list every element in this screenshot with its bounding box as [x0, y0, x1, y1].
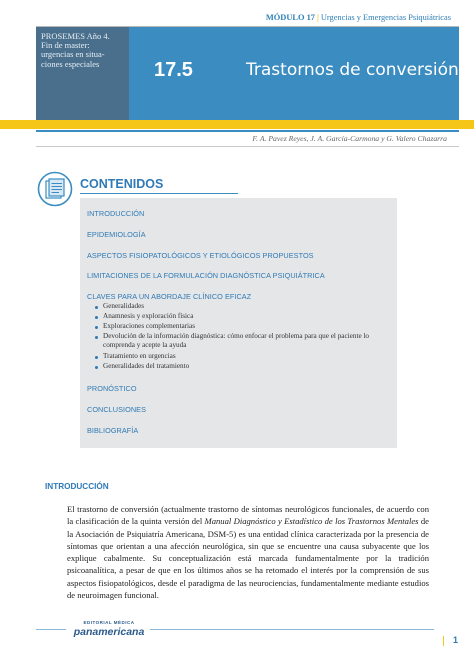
bullet-icon [95, 316, 98, 319]
toc-subitem[interactable]: Generalidades [103, 302, 145, 310]
manual-title: Manual Diagnóstico y Estadístico de los Trastornos Mentales [204, 516, 419, 527]
footer-divider [150, 629, 434, 630]
toc-subitem[interactable]: Generalidades del tratamiento [103, 362, 190, 370]
publisher-logo [64, 620, 154, 642]
page-separator [443, 636, 444, 646]
publisher-tagline: EDITORIAL MÉDICA [83, 620, 135, 625]
publisher-name: panamericana [73, 626, 145, 638]
chapter-number: 17.5 [154, 59, 193, 81]
toc-item-claves[interactable]: CLAVES PARA UN ABORDAJE CLÍNICO EFICAZ [87, 292, 252, 301]
chapter-title: Trastornos de conversión [246, 60, 459, 80]
course-line: Fin de master: [41, 40, 90, 51]
contents-underline [80, 193, 238, 194]
yellow-band [0, 120, 474, 129]
bullet-icon [95, 326, 98, 329]
authors: F. A. Pavez Reyes, J. A. García-Carmona y G. Valero Chazarra [252, 134, 447, 143]
paragraph-text: de la Asociación de Psiquiatría Americana, DSM-5) es una entidad clínica caracterizada por la presencia de síntomas que orientan a una afección neurológica, sin que se encuentre una causa subyacente que los explique cabalmente. Su conceptualización está marcada fundamentalmente por la tradición psicoanalítica, a pesar de que en los últimos años se ha retomado el interés por la comprensión de sus aspectos fisiopatológicos, desde el paradigma de las neurociencias, fundamentalmente mediante estudios de neuroimagen funcional. [67, 516, 429, 601]
module-separator: | [316, 13, 319, 22]
module-label: MÓDULO 17 [265, 13, 315, 22]
course-line: PROSEMES Año 4. [41, 31, 110, 41]
page-number: 1 [453, 635, 459, 645]
contents-title: CONTENIDOS [80, 177, 164, 191]
authors-divider [36, 146, 459, 147]
toc-item-pronostico[interactable]: PRONÓSTICO [87, 384, 137, 393]
toc-subitem[interactable]: Tratamiento en urgencias [103, 352, 176, 360]
module-header [0, 13, 451, 22]
module-subtitle: Urgencias y Emergencias Psiquiátricas [320, 13, 451, 22]
toc-item-epidemiologia[interactable]: EPIDEMIOLOGÍA [87, 230, 146, 239]
document-list-icon [37, 171, 73, 207]
toc-item-limitaciones[interactable]: LIMITACIONES DE LA FORMULACIÓN DIAGNÓSTICA PSIQUIÁTRICA [87, 271, 325, 280]
bullet-icon [95, 336, 98, 339]
toc-item-bibliografia[interactable]: BIBLIOGRAFÍA [87, 426, 139, 435]
toc-item-aspectos[interactable]: ASPECTOS FISIOPATOLÓGICOS Y ETIOLÓGICOS PROPUESTOS [87, 251, 314, 260]
paragraph-text: El trastorno de conversión (actualmente trastorno de síntomas neurológicos funcionales, de acuerdo con la clasificación de la quinta versión del [67, 504, 429, 527]
bullet-icon [95, 366, 98, 369]
toc-item-introduccion[interactable]: INTRODUCCIÓN [87, 209, 145, 218]
course-label [41, 32, 127, 69]
course-line: urgencias en situa- [41, 49, 105, 60]
bullet-icon [95, 306, 98, 309]
toc-item-conclusiones[interactable]: CONCLUSIONES [87, 405, 146, 414]
toc-subitem[interactable]: Devolución de la información diagnóstica: cómo enfocar el problema para que el paciente lo comprenda y acepte la ayuda [103, 332, 370, 349]
footer-divider [36, 629, 66, 630]
toc-subitem[interactable]: Exploraciones complementarias [103, 322, 196, 330]
bullet-icon [95, 356, 98, 359]
intro-paragraph [67, 503, 429, 601]
toc-subitem[interactable]: Anamnesis y exploración física [103, 312, 194, 320]
section-title: INTRODUCCIÓN [45, 482, 109, 491]
course-line: ciones especiales [41, 58, 100, 69]
banner-underline [36, 130, 459, 132]
